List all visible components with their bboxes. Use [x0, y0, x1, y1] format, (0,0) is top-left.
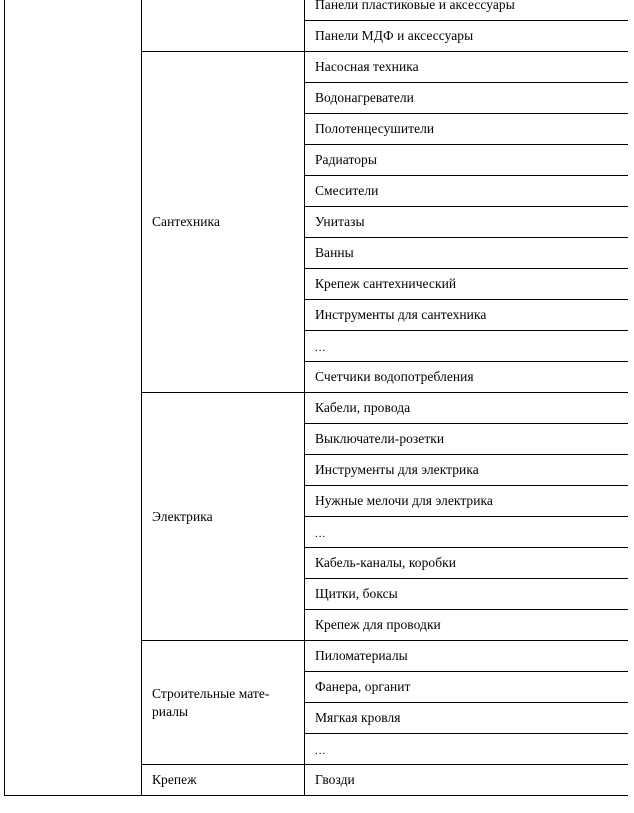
item-cell[interactable]: Фанера, органит — [305, 672, 629, 703]
item-cell[interactable]: Смесители — [305, 176, 629, 207]
group-cell-santehnika[interactable] — [142, 52, 305, 393]
item-cell[interactable]: Инструменты для сантехника — [305, 300, 629, 331]
group-label: Крепеж — [152, 772, 197, 788]
item-cell[interactable]: Панели пластиковые и аксессуары — [305, 0, 629, 21]
table-row — [5, 0, 629, 21]
item-cell[interactable]: Счетчики водопотребления — [305, 362, 629, 393]
item-cell[interactable]: Радиаторы — [305, 145, 629, 176]
item-cell[interactable]: Инструменты для электрика — [305, 455, 629, 486]
item-cell[interactable]: Выключатели-розетки — [305, 424, 629, 455]
item-cell[interactable]: Мягкая кровля — [305, 703, 629, 734]
group-label: Сантехника — [152, 214, 220, 230]
item-cell[interactable]: Щитки, боксы — [305, 579, 629, 610]
item-cell-ellipsis[interactable]: ... — [305, 734, 629, 765]
item-cell[interactable]: Пиломатериалы — [305, 641, 629, 672]
item-cell[interactable]: Кабель-каналы, коробки — [305, 548, 629, 579]
table-body — [5, 0, 629, 796]
item-cell[interactable]: Панели МДФ и аксессуары — [305, 21, 629, 52]
table-clip-region — [4, 0, 628, 807]
item-cell-ellipsis[interactable]: ... — [305, 331, 629, 362]
group-cell-empty — [142, 0, 305, 52]
group-label: Электрика — [152, 508, 213, 524]
item-cell[interactable]: Ванны — [305, 238, 629, 269]
item-cell[interactable]: Полотенцесушители — [305, 114, 629, 145]
item-cell[interactable]: Унитазы — [305, 207, 629, 238]
item-cell[interactable]: Нужные мелочи для электрика — [305, 486, 629, 517]
item-cell[interactable]: Гвозди — [305, 765, 629, 796]
item-cell-ellipsis[interactable]: ... — [305, 517, 629, 548]
group-label-line2: риалы — [152, 703, 189, 719]
item-cell[interactable]: Кабели, провода — [305, 393, 629, 424]
product-catalog-table — [4, 0, 628, 796]
item-cell[interactable]: Водонагреватели — [305, 83, 629, 114]
group-cell-krepezh[interactable] — [142, 765, 305, 796]
group-cell-stroitelnye-materialy[interactable] — [142, 641, 305, 765]
item-cell[interactable]: Насосная техника — [305, 52, 629, 83]
group-cell-elektrika[interactable] — [142, 393, 305, 641]
item-cell[interactable]: Крепеж для проводки — [305, 610, 629, 641]
item-cell[interactable]: Крепеж сантехнический — [305, 269, 629, 300]
spacer-column-cell — [5, 0, 142, 796]
group-label-line1: Строительные мате- — [152, 686, 270, 701]
